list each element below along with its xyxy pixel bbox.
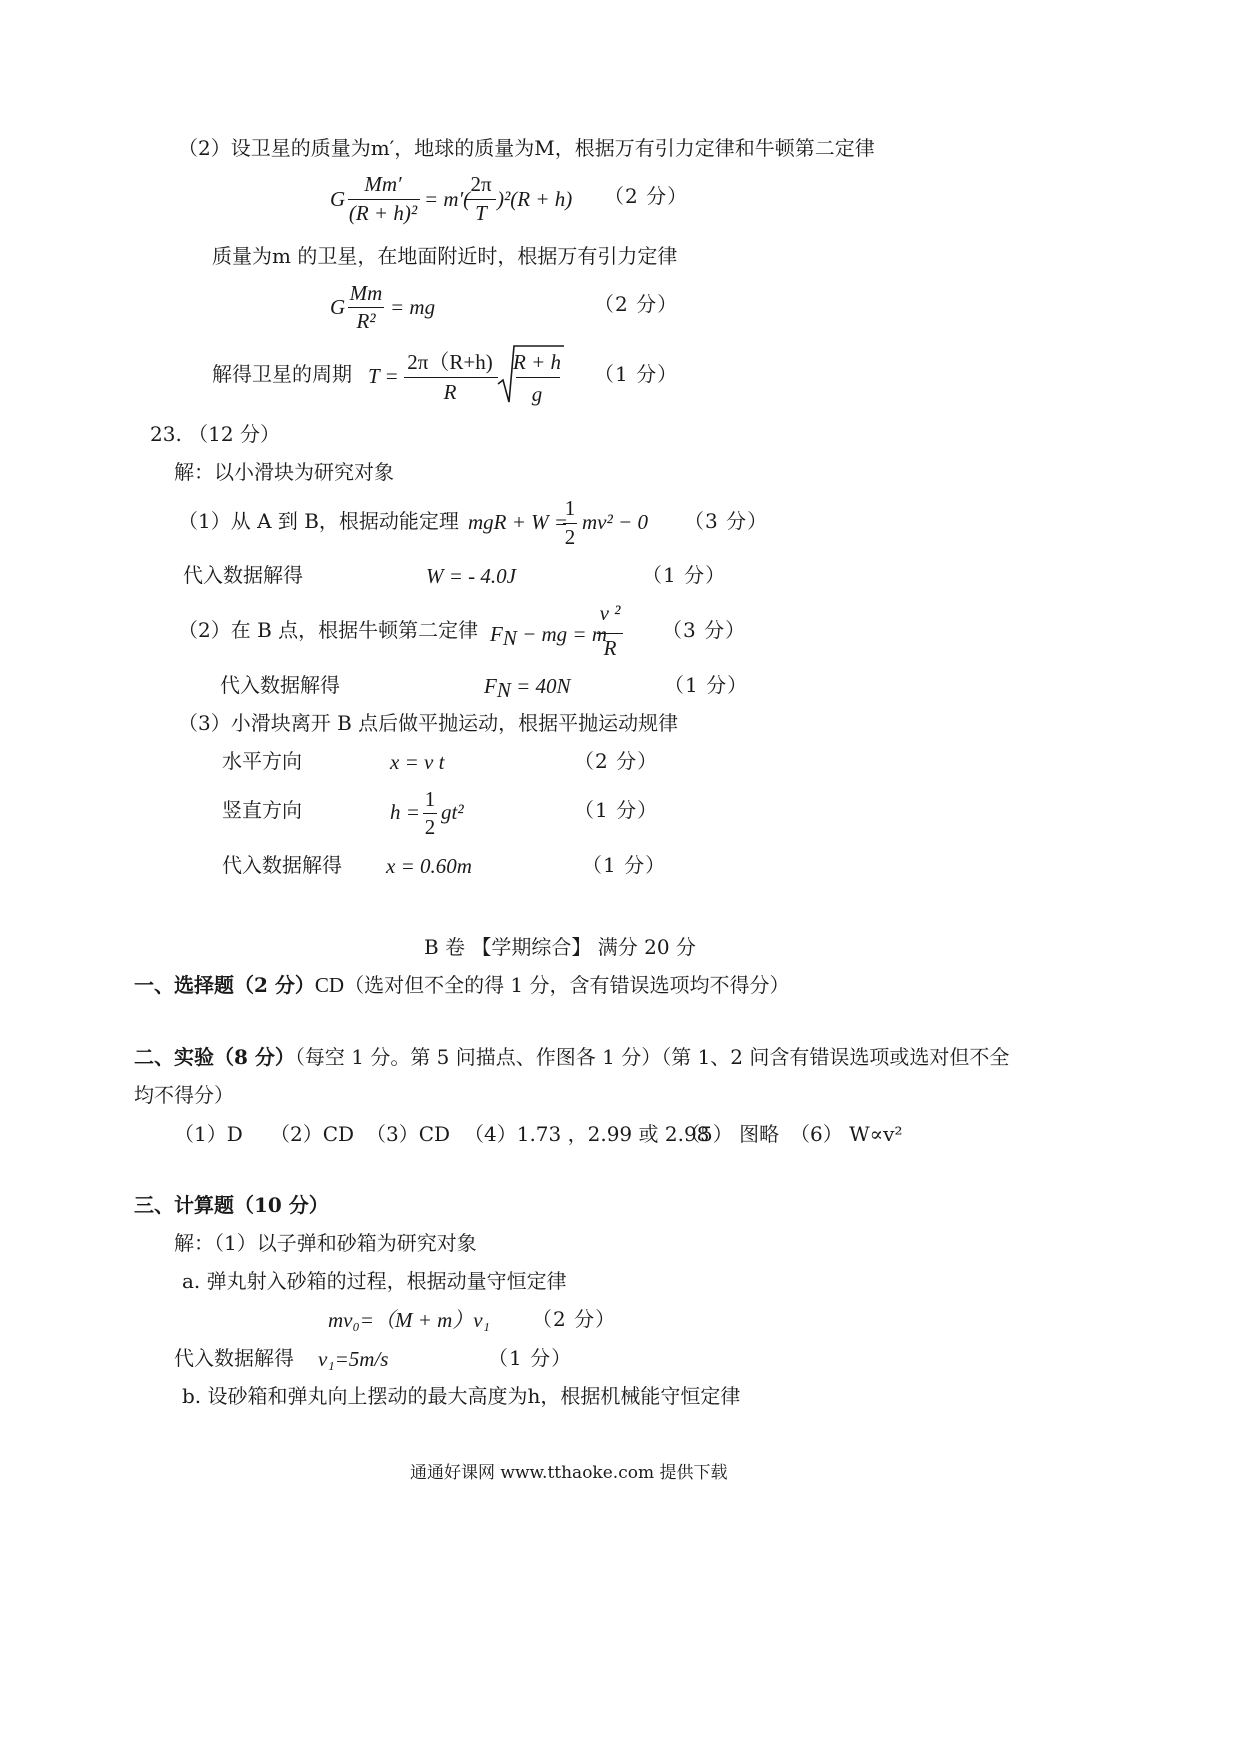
equation-velocity-result: v₁=5m/s [318, 1347, 389, 1371]
answer-3: （3）CD [366, 1122, 451, 1146]
calc-step-a: a. 弹丸射入砂箱的过程，根据动量守恒定律 [182, 1269, 567, 1293]
score: （1 分） [574, 798, 659, 822]
answer-2: （2）CD [270, 1122, 355, 1146]
equation-momentum: mv₀=（M + m）v₁ [328, 1308, 490, 1332]
score: （2 分） [604, 184, 689, 208]
score: （3 分） [684, 509, 769, 533]
score: （1 分） [488, 1346, 573, 1370]
section-experiment-note-cont: 均不得分） [134, 1083, 234, 1107]
score: （2 分） [532, 1307, 617, 1331]
q22-text-ground: 质量为m 的卫星，在地面附近时，根据万有引力定律 [212, 244, 678, 268]
part-b-title: B 卷 【学期综合】 满分 20 分 [424, 935, 696, 959]
section-calculation: 三、计算题（10 分） [134, 1193, 329, 1217]
score: （1 分） [642, 563, 727, 587]
section-experiment: 二、实验（8 分）（每空 1 分。第 5 问描点、作图各 1 分）（第 1、2 问含有错误选项或选对但不全 [134, 1045, 1010, 1069]
calc-result-text: 代入数据解得 [174, 1346, 294, 1370]
footer-credit: 通通好课网 www.tthaoke.com 提供下载 [410, 1463, 728, 1483]
equation-work-result: W = - 4.0J [426, 564, 516, 588]
score: （2 分） [594, 292, 679, 316]
q23-header: 23. （12 分） [150, 422, 280, 446]
calc-step-b: b. 设砂箱和弹丸向上摆动的最大高度为h，根据机械能守恒定律 [182, 1384, 741, 1408]
equation-distance-result: x = 0.60m [386, 854, 472, 878]
q23-solve: 解：以小滑块为研究对象 [174, 460, 394, 484]
answer-1: （1）D [174, 1122, 243, 1146]
score: （1 分） [664, 673, 749, 697]
score: （1 分） [594, 362, 679, 386]
score: （3 分） [662, 618, 747, 642]
equation-horizontal: x = v t [390, 750, 445, 774]
answer-4: （4）1.73 ，2.99 或 2.98 [464, 1122, 710, 1146]
q23-vertical-label: 竖直方向 [222, 798, 302, 822]
equation-normal-force-result: $F_N = 40N$ [484, 674, 571, 702]
q22-text-period: 解得卫星的周期 [212, 362, 352, 386]
q23-step1-result-text: 代入数据解得 [183, 563, 303, 587]
q23-step3-result-text: 代入数据解得 [222, 853, 342, 877]
q23-step1-text: （1）从 A 到 B，根据动能定理 [178, 509, 459, 533]
q22-part2-intro: （2）设卫星的质量为m′，地球的质量为M，根据万有引力定律和牛顿第二定律 [178, 136, 875, 160]
answer-5: （5） 图略 [680, 1122, 780, 1146]
q23-horizontal-label: 水平方向 [222, 749, 302, 773]
q23-step2-result-text: 代入数据解得 [220, 673, 340, 697]
q23-step2-text: （2）在 B 点，根据牛顿第二定律 [178, 618, 479, 642]
score: （2 分） [574, 749, 659, 773]
answer-6: （6） W∝v² [790, 1122, 903, 1146]
section-choice: 一、选择题（2 分）CD（选对但不全的得 1 分，含有错误选项均不得分） [134, 973, 790, 997]
q23-step3-text: （3）小滑块离开 B 点后做平抛运动，根据平抛运动规律 [178, 711, 679, 735]
score: （1 分） [582, 853, 667, 877]
section-calculation-solve: 解：（1）以子弹和砂箱为研究对象 [174, 1231, 477, 1255]
